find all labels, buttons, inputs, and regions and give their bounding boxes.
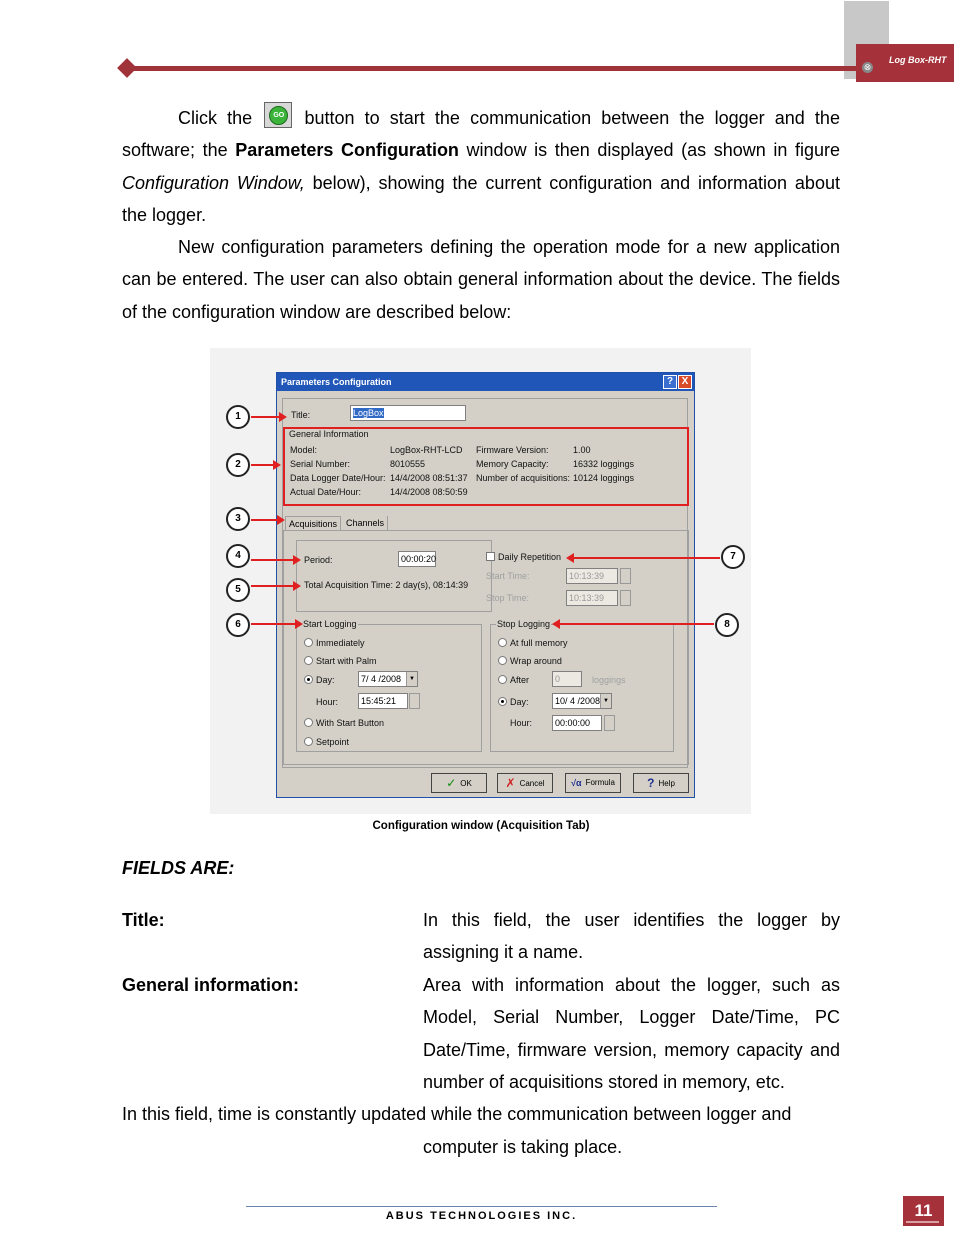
serial-label: Serial Number: <box>290 459 351 469</box>
go-button-icon <box>264 102 292 128</box>
start-hour-spinner[interactable] <box>409 693 420 709</box>
start-time-spinner[interactable] <box>620 568 631 584</box>
radio-full-memory-label: At full memory <box>510 638 568 648</box>
start-day-select[interactable] <box>358 671 418 687</box>
header-product-tag: Log Box-RHT <box>889 55 947 65</box>
footer-rule <box>246 1206 717 1207</box>
start-hour-label: Hour: <box>316 697 339 707</box>
stop-time-label: Stop Time: <box>486 593 530 603</box>
help-icon[interactable]: ? <box>663 375 677 389</box>
callout-4-arrow <box>251 559 295 561</box>
radio-circle <box>498 656 507 665</box>
paragraph-description <box>122 231 840 328</box>
total-acquisition-time: Total Acquisition Time: 2 day(s), 08:14:39 <box>304 580 469 590</box>
radio-start-palm-label: Start with Palm <box>316 656 377 666</box>
radio-circle-selected <box>498 697 507 706</box>
checkmark-icon: ✓ <box>446 776 457 790</box>
radio-circle <box>498 638 507 647</box>
actual-date-label: Actual Date/Hour: <box>290 487 362 497</box>
start-hour-input[interactable]: 15:45:21 <box>358 693 408 709</box>
title-value: LogBox <box>353 408 384 418</box>
p1-text-d: below), showing the current configuration and information about the logger. <box>122 172 840 226</box>
radio-circle <box>304 638 313 647</box>
period-input[interactable]: 00:00:20 <box>398 551 436 567</box>
p1-text-a: Click the <box>178 108 253 128</box>
period-group <box>296 540 492 612</box>
window-title: Parameters Configuration <box>277 373 694 391</box>
chevron-down-icon: ▼ <box>406 672 417 686</box>
formula-button-label: Formula <box>585 778 615 787</box>
after-count-input[interactable]: 0 <box>552 671 582 687</box>
radio-full-memory[interactable] <box>498 638 568 648</box>
figure-caption: Configuration window (Acquisition Tab) <box>372 820 590 832</box>
stop-time-input[interactable]: 10:13:39 <box>566 590 618 606</box>
callout-4: 4 <box>226 544 250 568</box>
help-button-label: Help <box>658 779 675 788</box>
go-icon-label: GO <box>269 106 288 125</box>
callout-5: 5 <box>226 578 250 602</box>
cancel-button-label: Cancel <box>519 779 545 788</box>
callout-1: 1 <box>226 405 250 429</box>
stop-hour-spinner[interactable] <box>604 715 615 731</box>
help-button[interactable] <box>633 773 689 793</box>
callout-8: 8 <box>715 613 739 637</box>
p1-bold: Parameters Configuration <box>235 140 459 161</box>
radio-start-day-label: Day: <box>316 675 335 685</box>
field-general-continuation: In this field, time is constantly updated while the communication between logger and <box>122 1104 792 1124</box>
p1-italic: Configuration Window, <box>122 172 305 193</box>
callout-1-arrow <box>251 416 281 418</box>
tab-acquisitions[interactable]: Acquisitions <box>285 516 341 531</box>
serial-value: 8010555 <box>390 459 426 469</box>
radio-after-label: After <box>510 675 530 685</box>
header-rule <box>128 66 856 71</box>
acq-count-value: 10124 loggings <box>573 473 635 483</box>
header-diamond-icon <box>117 58 137 78</box>
callout-6: 6 <box>226 613 250 637</box>
acq-count-label: Number of acquisitions: <box>476 473 571 483</box>
logger-date-value: 14/4/2008 08:51:37 <box>390 473 468 483</box>
start-logging-label: Start Logging <box>303 619 357 629</box>
callout-2: 2 <box>226 453 250 477</box>
field-general-label: General information: <box>122 975 300 995</box>
stop-time-spinner[interactable] <box>620 590 631 606</box>
p2-text: New configuration parameters defining the operation mode for a new application can be entered. The user can also obtain general information about the device. The fields of the configuration window are described below: <box>122 237 840 322</box>
callout-8-arrow <box>558 623 714 625</box>
general-info-highlight <box>283 427 689 506</box>
radio-setpoint-label: Setpoint <box>316 737 350 747</box>
callout-3: 3 <box>226 507 250 531</box>
field-title-label: Title: <box>122 910 165 930</box>
field-title-desc: In this field, the user identifies the logger by assigning it a name. <box>423 910 840 963</box>
radio-start-palm[interactable] <box>304 656 377 666</box>
cancel-button[interactable] <box>497 773 553 793</box>
radio-wrap-around-label: Wrap around <box>510 656 562 666</box>
radio-immediately-label: Immediately <box>316 638 365 648</box>
ok-button-label: OK <box>460 779 472 788</box>
footer-company: ABUS TECHNOLOGIES INC. <box>385 1210 578 1222</box>
header-bullet-icon: ⊗ <box>863 62 872 72</box>
firmware-label: Firmware Version: <box>476 445 549 455</box>
memory-value: 16332 loggings <box>573 459 635 469</box>
radio-start-day[interactable] <box>304 675 335 685</box>
radio-circle <box>304 737 313 746</box>
daily-repetition-checkbox[interactable] <box>486 552 561 562</box>
callout-5-arrow <box>251 585 295 587</box>
radio-start-button-label: With Start Button <box>316 718 385 728</box>
daily-repetition-label: Daily Repetition <box>498 552 562 562</box>
page-number: 11 <box>903 1196 944 1226</box>
model-label: Model: <box>290 445 318 455</box>
radio-circle-selected <box>304 675 313 684</box>
tab-channels[interactable]: Channels <box>343 516 388 530</box>
fields-heading: FIELDS ARE: <box>122 858 235 878</box>
radio-stop-day-label: Day: <box>510 697 529 707</box>
radio-start-button[interactable] <box>304 718 384 728</box>
after-unit-label: loggings <box>592 675 626 685</box>
general-info-label: General Information <box>289 429 369 439</box>
radio-circle <box>498 675 507 684</box>
logger-date-label: Data Logger Date/Hour: <box>290 473 386 483</box>
radio-after[interactable] <box>498 675 529 685</box>
formula-button[interactable] <box>565 773 621 793</box>
radio-circle <box>304 718 313 727</box>
radio-immediately[interactable] <box>304 638 365 648</box>
stop-logging-label: Stop Logging <box>497 619 551 629</box>
cancel-x-icon: ✗ <box>505 776 516 790</box>
callout-2-arrow <box>251 464 275 466</box>
chevron-down-icon: ▼ <box>600 694 611 708</box>
actual-date-value: 14/4/2008 08:50:59 <box>390 487 468 497</box>
formula-icon: √α <box>571 778 582 788</box>
callout-3-arrow <box>251 519 279 521</box>
firmware-value: 1.00 <box>573 445 591 455</box>
stop-hour-input[interactable]: 00:00:00 <box>552 715 602 731</box>
callout-7-arrow <box>572 557 720 559</box>
question-icon: ? <box>647 776 655 790</box>
start-day-value: 7/ 4 /2008 <box>361 674 402 684</box>
title-label: Title: <box>291 410 311 420</box>
start-time-label: Start Time: <box>486 571 530 581</box>
callout-7: 7 <box>721 545 745 569</box>
radio-circle <box>304 656 313 665</box>
radio-wrap-around[interactable] <box>498 656 562 666</box>
period-label: Period: <box>304 555 333 565</box>
stop-day-value: 10/ 4 /2008 <box>555 696 601 706</box>
start-time-input[interactable]: 10:13:39 <box>566 568 618 584</box>
field-general-continuation-end: computer is taking place. <box>423 1137 623 1157</box>
model-value: LogBox-RHT-LCD <box>390 445 463 455</box>
daily-checkbox-box <box>486 552 495 561</box>
p1-text-b: button to start the communication between the logger and the software; the <box>122 108 840 161</box>
stop-day-select[interactable] <box>552 693 612 709</box>
stop-hour-label: Hour: <box>510 718 533 728</box>
paragraph-intro <box>122 102 840 232</box>
radio-stop-day[interactable] <box>498 697 529 707</box>
callout-6-arrow <box>251 623 297 625</box>
ok-button[interactable] <box>431 773 487 793</box>
radio-setpoint[interactable] <box>304 737 349 747</box>
close-icon[interactable]: X <box>678 375 692 389</box>
memory-label: Memory Capacity: <box>476 459 549 469</box>
title-input[interactable] <box>350 405 466 421</box>
p1-text-c: window is then displayed (as shown in figure <box>466 140 840 161</box>
field-general-desc: Area with information about the logger, such as Model, Serial Number, Logger Date/Time, PC Date/Time, firmware version, memory capacity and number of acquisitions stored in memory, etc. <box>423 975 840 1093</box>
